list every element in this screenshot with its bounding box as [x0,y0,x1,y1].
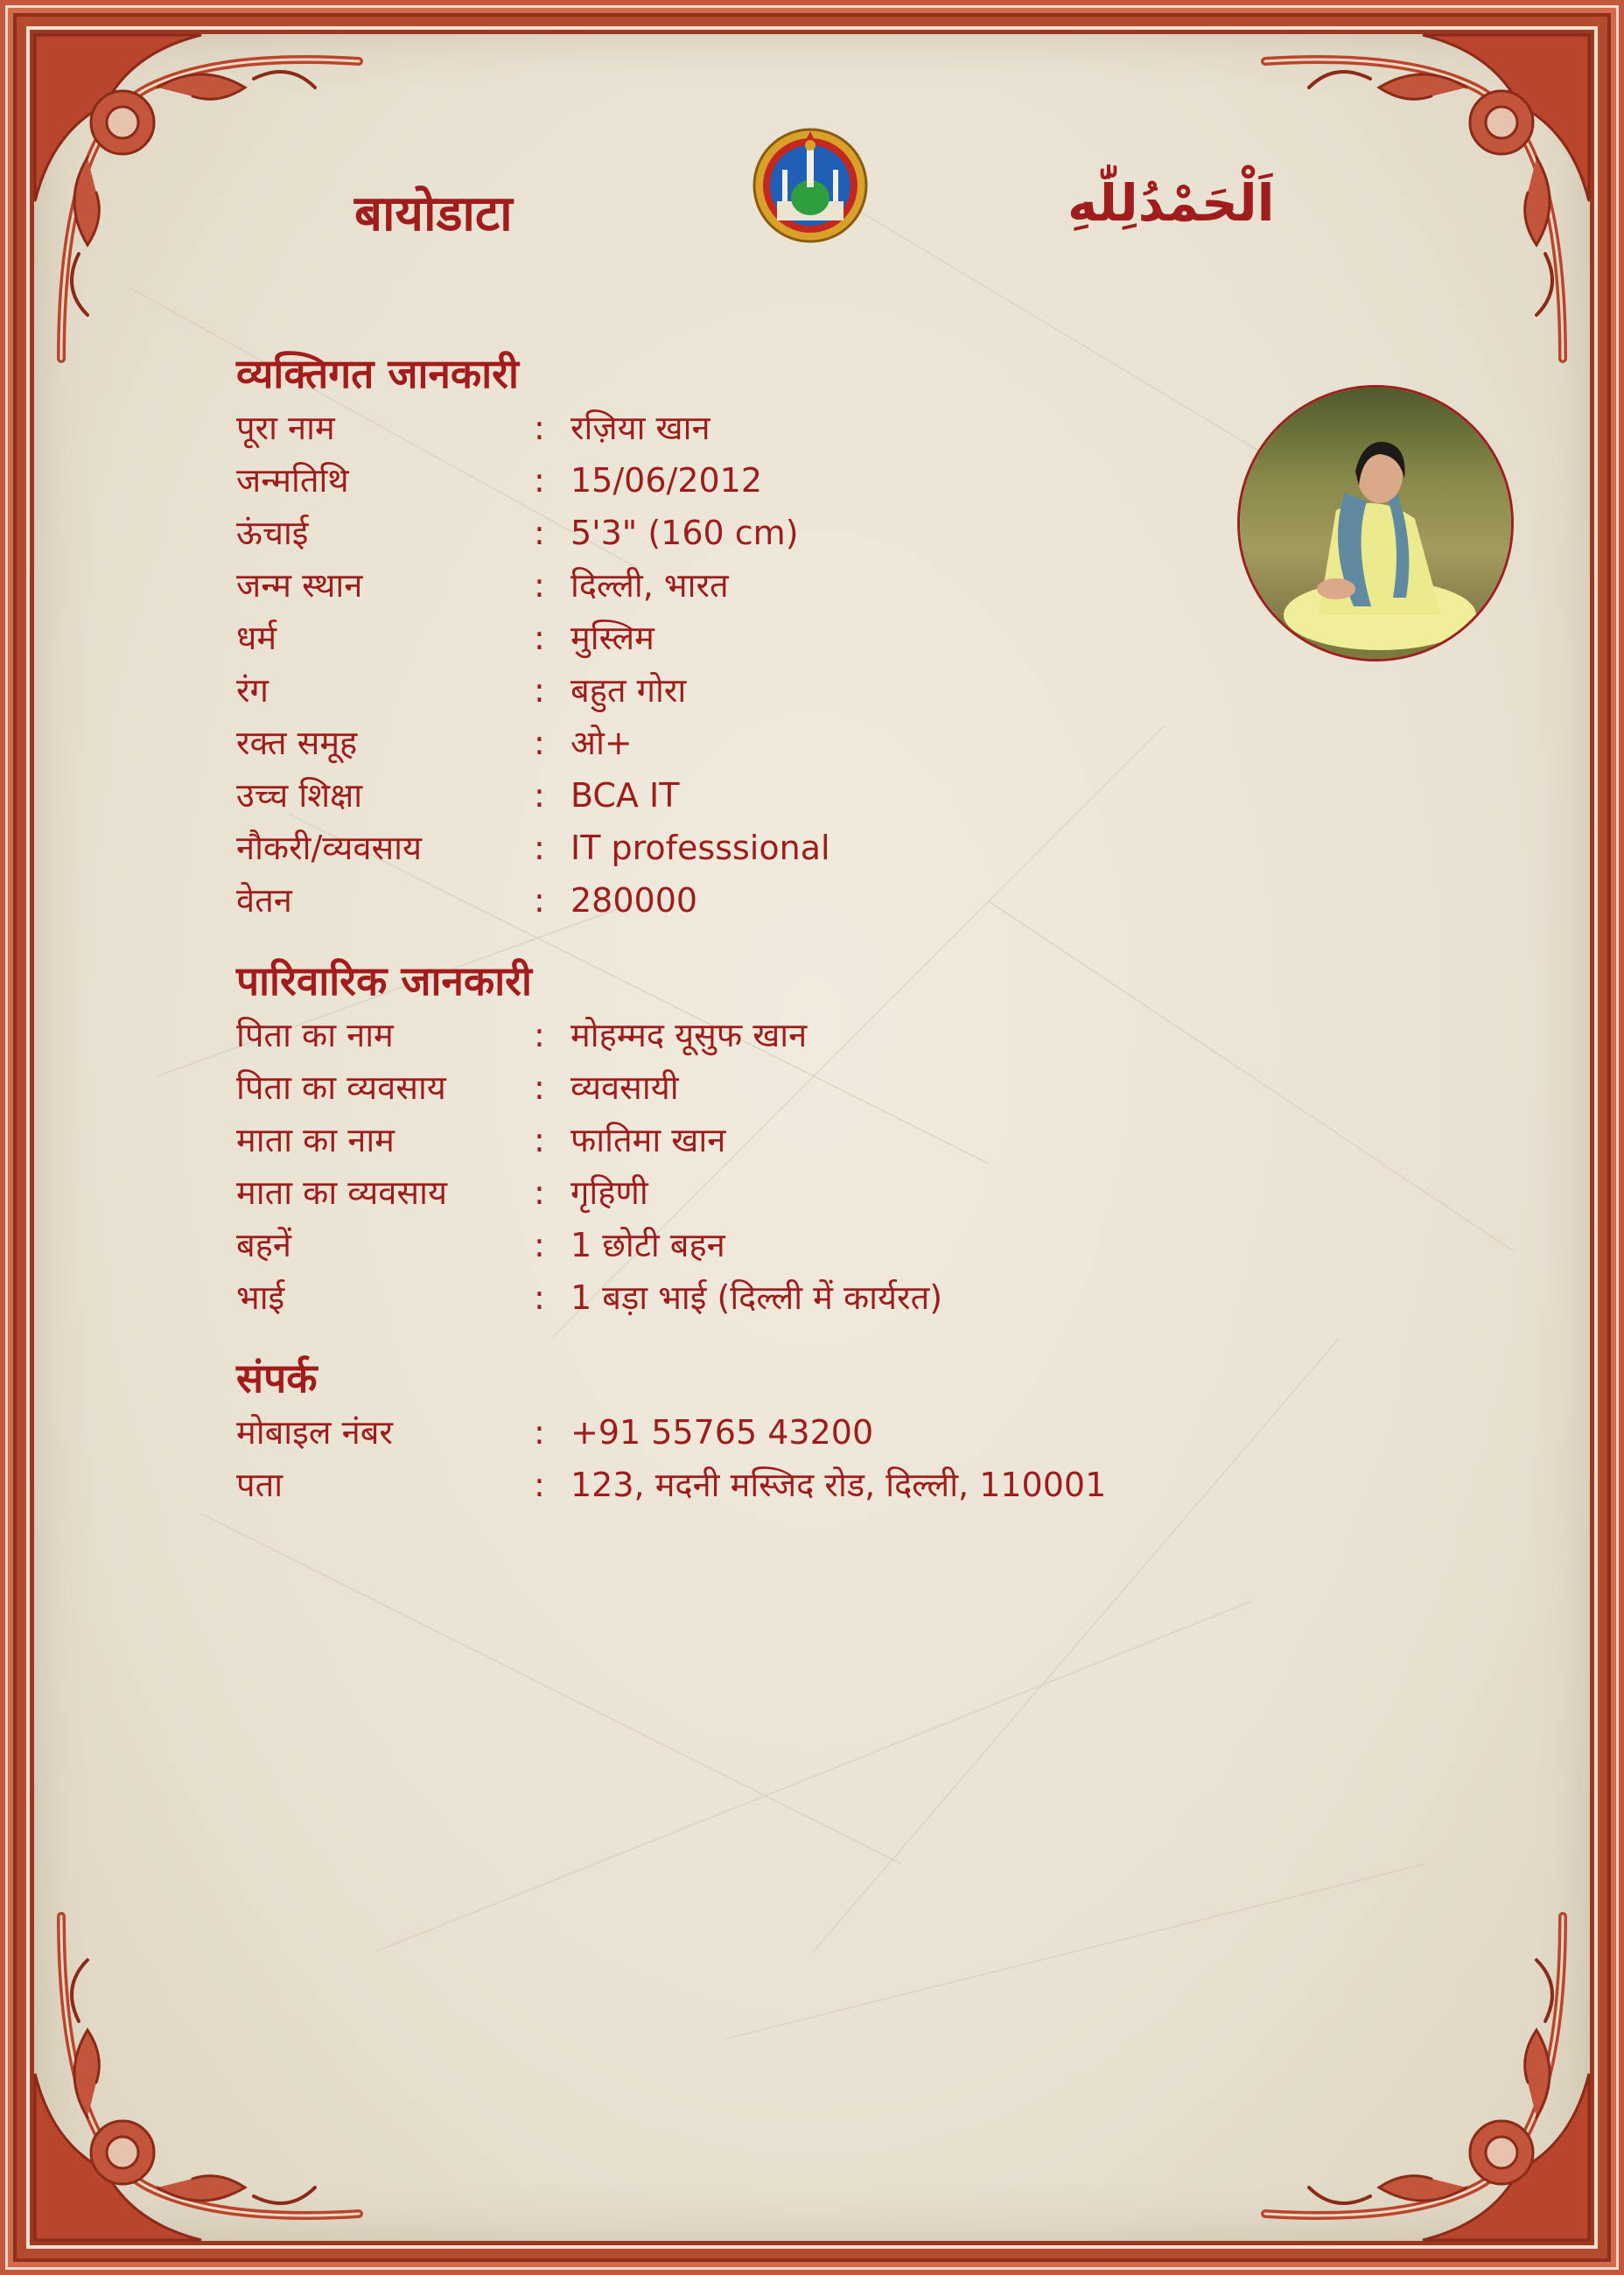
field-label: मोबाइल नंबर [236,1413,393,1452]
field-label: भाई [236,1278,285,1317]
field-separator: : [534,566,545,605]
biodata-content [236,346,1374,1511]
field-value: मोहम्मद यूसुफ खान [570,1016,808,1054]
field-label: ऊंचाई [236,514,309,552]
field-label: माता का व्यवसाय [236,1173,447,1212]
field-separator: : [534,1068,545,1107]
field-value: IT professsional [570,829,830,867]
row-address [236,1459,1374,1511]
field-separator: : [534,829,545,867]
field-value: फातिमा खान [570,1121,726,1159]
field-label: नौकरी/व्यवसाय [236,829,423,867]
field-separator: : [534,724,545,762]
row-father-occupation [236,1061,1374,1114]
field-separator: : [534,1466,545,1504]
field-separator: : [534,881,545,920]
field-separator: : [534,1121,545,1159]
field-label: पता [236,1466,284,1504]
field-separator: : [534,1278,545,1317]
row-birthplace [236,559,1374,612]
row-dob [236,454,1374,507]
field-separator: : [534,1413,545,1452]
page-title: बायोडाटा [354,186,513,242]
section-heading-family: पारिवारिक जानकारी [236,957,532,1004]
field-value: गृहिणी [570,1173,648,1212]
field-label: पूरा नाम [236,409,335,447]
field-label: धर्म [236,619,277,657]
field-separator: : [534,1016,545,1054]
row-complexion [236,664,1374,717]
row-mobile [236,1406,1374,1459]
ornament-corner-bottom-right [1230,1881,1598,2249]
field-separator: : [534,1173,545,1212]
row-salary [236,874,1374,927]
row-occupation [236,822,1374,874]
section-gap [236,927,1374,953]
field-label: पिता का नाम [236,1016,394,1054]
field-value: बहुत गोरा [570,671,687,710]
field-separator: : [534,461,545,500]
field-separator: : [534,776,545,815]
field-label: बहनें [236,1226,291,1264]
field-separator: : [534,1226,545,1264]
field-value: व्यवसायी [570,1068,679,1107]
field-separator: : [534,671,545,710]
row-education [236,769,1374,822]
field-value: दिल्ली, भारत [570,566,729,605]
mosque-dome-emblem-icon [751,122,870,245]
row-height [236,507,1374,559]
field-label: रक्त समूह [236,724,358,762]
arabic-blessing: اَلْحَمْدُلِلّٰهِ [1068,173,1275,233]
field-value: ओ+ [570,724,633,762]
field-label: पिता का व्यवसाय [236,1068,446,1107]
field-label: माता का नाम [236,1121,395,1159]
row-full-name [236,402,1374,454]
section-heading-personal: व्यक्तिगत जानकारी [236,350,519,397]
field-label: उच्च शिक्षा [236,776,363,815]
field-label: जन्म स्थान [236,566,363,605]
field-label: वेतन [236,881,292,920]
row-religion [236,612,1374,664]
field-separator: : [534,619,545,657]
field-value: BCA IT [570,776,680,815]
field-value: +91 55765 43200 [570,1413,874,1452]
field-label: रंग [236,671,269,710]
field-separator: : [534,409,545,447]
field-value: 5'3" (160 cm) [570,514,799,552]
field-label: जन्मतिथि [236,461,349,500]
field-value: 1 छोटी बहन [570,1226,725,1264]
row-mother-occupation [236,1166,1374,1219]
section-gap [236,1324,1374,1350]
row-father-name [236,1009,1374,1061]
section-heading-contact: संपर्क [236,1354,318,1402]
field-value: मुस्लिम [570,619,654,657]
field-separator: : [534,514,545,552]
row-blood-group [236,717,1374,769]
row-sisters [236,1219,1374,1271]
ornament-corner-top-right [1230,26,1598,394]
row-mother-name [236,1114,1374,1166]
field-value: 15/06/2012 [570,461,763,500]
field-value: रज़िया खान [570,409,710,447]
field-value: 123, मदनी मस्जिद रोड, दिल्ली, 110001 [570,1466,1107,1504]
ornament-corner-top-left [26,26,394,394]
row-brothers [236,1271,1374,1324]
field-value: 1 बड़ा भाई (दिल्ली में कार्यरत) [570,1278,943,1317]
ornament-corner-bottom-left [26,1881,394,2249]
field-value: 280000 [570,881,698,920]
